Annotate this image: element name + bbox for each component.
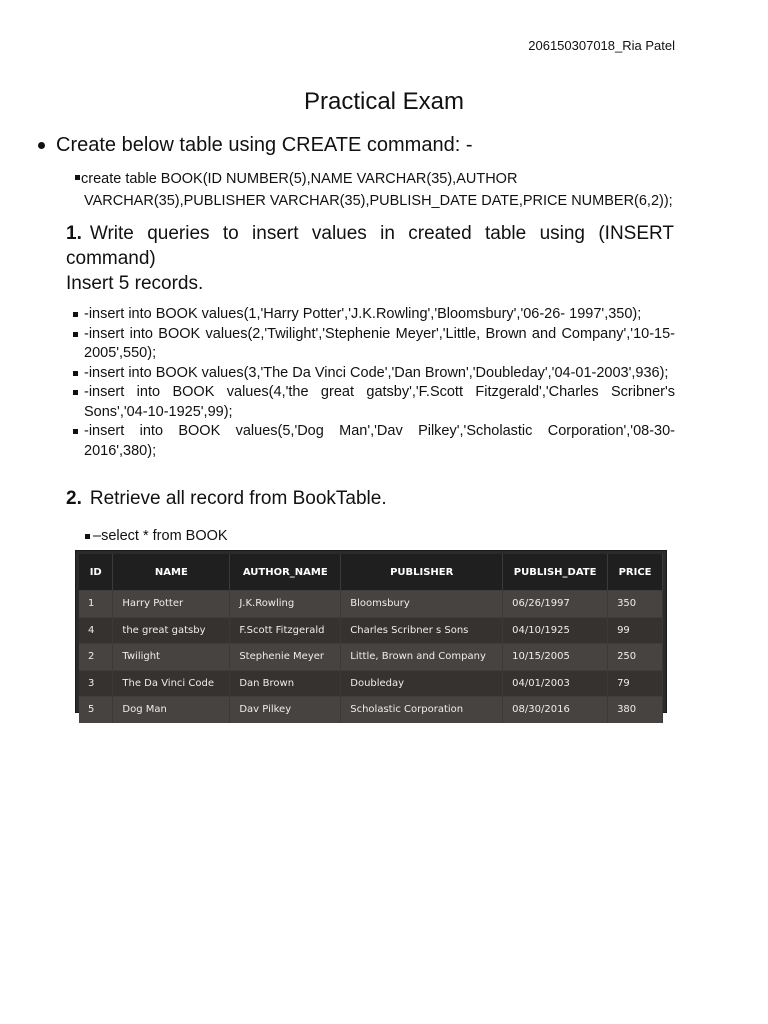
cell-price: 79 [608, 670, 663, 697]
insert-statement: -insert into BOOK values(2,'Twilight','Stephenie Meyer','Little, Brown and Company','10-15-2005',550); [84, 325, 675, 361]
list-item [73, 305, 675, 325]
create-command [75, 168, 675, 212]
question-2 [66, 488, 387, 510]
question-1 [66, 221, 674, 271]
create-line-1-text: create table BOOK(ID NUMBER(5),NAME VARCHAR(35),AUTHOR [81, 171, 518, 187]
square-bullet-icon [73, 371, 78, 376]
cell-author: J.K.Rowling [230, 591, 341, 618]
square-bullet-icon [73, 312, 78, 317]
cell-publish-date: 10/15/2005 [503, 644, 608, 671]
cell-author: Dav Pilkey [230, 697, 341, 723]
list-item [73, 422, 675, 461]
column-header-publisher: PUBLISHER [341, 554, 503, 591]
column-header-id: ID [79, 554, 113, 591]
column-header-name: NAME [113, 554, 230, 591]
square-bullet-icon [73, 429, 78, 434]
select-statement-text: –select * from BOOK [93, 528, 228, 544]
cell-price: 250 [608, 644, 663, 671]
question-1-text: Write queries to insert values in created table using (INSERT command) [66, 223, 674, 269]
column-header-price: PRICE [608, 554, 663, 591]
cell-name: Harry Potter [113, 591, 230, 618]
square-bullet-icon [73, 332, 78, 337]
page-title: Practical Exam [303, 88, 465, 115]
table-row [79, 697, 663, 723]
cell-publisher: Charles Scribner s Sons [341, 617, 503, 644]
table-row [79, 670, 663, 697]
cell-id: 2 [79, 644, 113, 671]
cell-id: 1 [79, 591, 113, 618]
create-line-1 [75, 168, 675, 190]
list-item [73, 364, 675, 384]
cell-id: 5 [79, 697, 113, 723]
student-id-header: 206150307018_Ria Patel [528, 38, 675, 53]
section1-bullet [38, 134, 688, 157]
cell-publisher: Bloomsbury [341, 591, 503, 618]
question-2-number: 2. [66, 488, 82, 509]
cell-publisher: Doubleday [341, 670, 503, 697]
cell-publisher: Little, Brown and Company [341, 644, 503, 671]
cell-publisher: Scholastic Corporation [341, 697, 503, 723]
list-item [73, 383, 675, 422]
cell-name: Dog Man [113, 697, 230, 723]
cell-name: Twilight [113, 644, 230, 671]
column-header-publish-date: PUBLISH_DATE [503, 554, 608, 591]
bullet-dot-icon [38, 142, 45, 149]
cell-publish-date: 08/30/2016 [503, 697, 608, 723]
cell-id: 3 [79, 670, 113, 697]
select-statement [85, 528, 228, 544]
table-header-row [79, 554, 663, 591]
square-bullet-icon [75, 175, 80, 180]
cell-price: 99 [608, 617, 663, 644]
create-line-2: VARCHAR(35),PUBLISHER VARCHAR(35),PUBLISH_DATE DATE,PRICE NUMBER(6,2)); [84, 193, 673, 209]
insert-statement: -insert into BOOK values(1,'Harry Potter','J.K.Rowling','Bloomsbury','06-26- 1997',350); [84, 306, 642, 322]
question-1-number: 1. [66, 223, 82, 244]
cell-id: 4 [79, 617, 113, 644]
section1-heading: Create below table using CREATE command: - [56, 134, 473, 156]
cell-publish-date: 04/01/2003 [503, 670, 608, 697]
cell-name: The Da Vinci Code [113, 670, 230, 697]
column-header-author: AUTHOR_NAME [230, 554, 341, 591]
list-item [73, 325, 675, 364]
table-row [79, 644, 663, 671]
cell-publish-date: 06/26/1997 [503, 591, 608, 618]
cell-author: Stephenie Meyer [230, 644, 341, 671]
insert-statement: -insert into BOOK values(5,'Dog Man','Dav Pilkey','Scholastic Corporation','08-30-2016',380); [84, 423, 675, 459]
insert-statements-list [73, 305, 675, 461]
question-2-text: Retrieve all record from BookTable. [89, 488, 387, 509]
question-1-subtext: Insert 5 records. [66, 273, 204, 294]
cell-price: 380 [608, 697, 663, 723]
square-bullet-icon [85, 534, 90, 539]
square-bullet-icon [73, 390, 78, 395]
result-table [79, 554, 663, 723]
cell-author: Dan Brown [230, 670, 341, 697]
cell-name: the great gatsby [113, 617, 230, 644]
table-row [79, 617, 663, 644]
cell-author: F.Scott Fitzgerald [230, 617, 341, 644]
cell-publish-date: 04/10/1925 [503, 617, 608, 644]
insert-statement: -insert into BOOK values(3,'The Da Vinci Code','Dan Brown','Doubleday','04-01-2003',936); [84, 364, 669, 381]
table-row [79, 591, 663, 618]
result-table-screenshot [75, 550, 667, 716]
insert-statement: -insert into BOOK values(4,'the great gatsby','F.Scott Fitzgerald','Charles Scribner's Sons','04-10-1925',99); [84, 384, 675, 420]
cell-price: 350 [608, 591, 663, 618]
